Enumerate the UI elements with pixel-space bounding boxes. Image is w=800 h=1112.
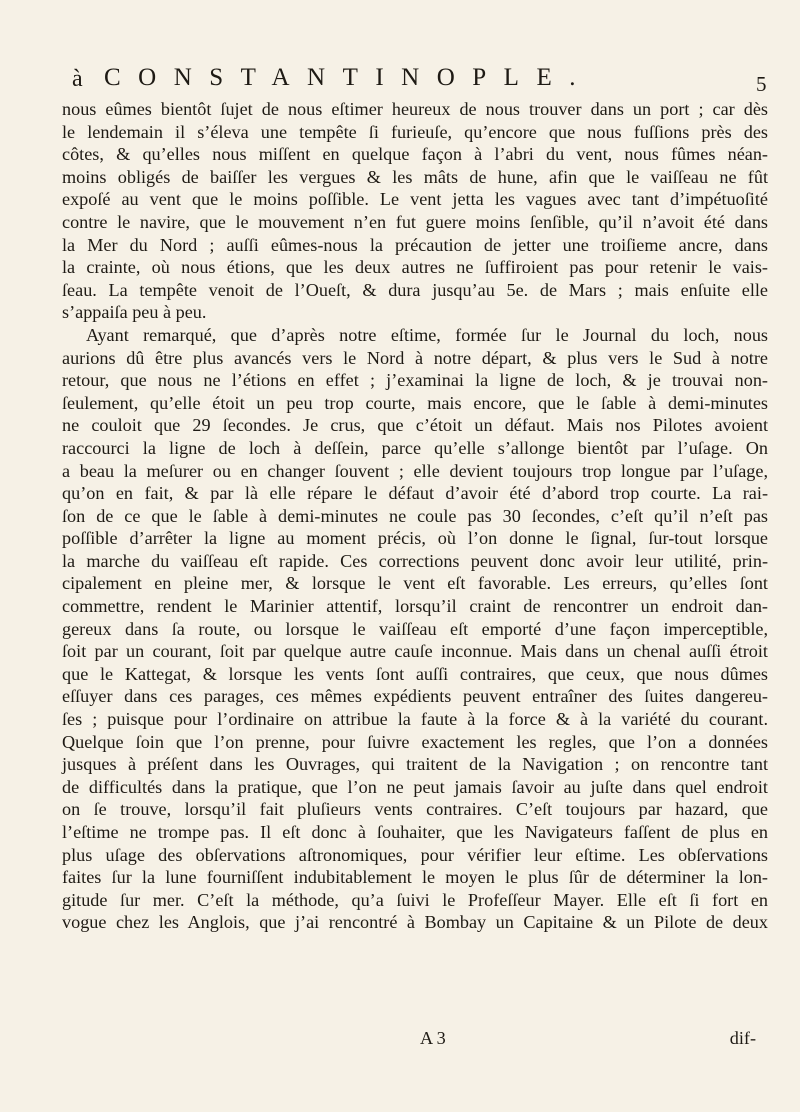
text-line: le lendemain il s’éleva une tempête ſi furieuſe, qu’encore que nous fuſſions près des (62, 121, 768, 142)
text-line: nous eûmes bientôt ſujet de nous eſtimer heureux de nous trouver dans un port ; car dès (62, 99, 768, 119)
page-footer (62, 1028, 768, 1052)
text-line: aurions dû être plus avancés vers le Nord à notre départ, & plus vers le Sud à notre (62, 347, 768, 368)
text-line: on ſe trouve, lorsqu’il fait pluſieurs vents contraires. C’eſt toujours par hazard, que (62, 799, 768, 820)
text-line: cipalement en pleine mer, & lorsque le vent eſt favorable. Les erreurs, qu’elles ſont (62, 573, 768, 594)
text-line: qu’on en fait, & par là elle répare le défaut d’avoir été d’abord trop courte. La rai- (62, 483, 768, 504)
text-line: Quelque ſoin que l’on prenne, pour ſuivre exactement les regles, que l’on a données (62, 731, 768, 752)
text-line: l’eſtime ne trompe pas. Il eſt donc à ſouhaiter, que les Navigateurs faſſent de plus en (62, 822, 768, 842)
text-line: de difficultés dans la pratique, que l’on ne peut jamais ſavoir au juſte dans quel endroit (62, 776, 768, 797)
text-line: ſon de ce que le ſable à demi-minutes ne coule pas 30 ſecondes, c’eſt qu’il n’eſt pas (62, 505, 768, 526)
text-line: ſeulement, qu’elle étoit un peu trop courte, mais encore, que le ſable à demi-minutes (62, 392, 768, 413)
text-line: a beau la meſurer ou en changer ſouvent ; elle devient toujours trop longue par l’uſage, (62, 460, 768, 481)
running-head-title: CONSTANTINOPLE. (104, 64, 593, 91)
text-line: plus uſage des obſervations aſtronomiques, pour vérifier leur eſtime. Les obſervations (62, 844, 768, 865)
text-line: eſſuyer dans ces parages, ces mêmes expédients peuvent entraîner des ſuites dangereu- (62, 686, 768, 707)
text-line: gitude ſur mer. C’eſt la méthode, qu’a ſuivi le Profeſſeur Mayer. Elle eſt ſi fort en (62, 889, 768, 910)
text-line: expoſé au vent que le moins poſſible. Le vent jetta les vagues avec tant d’impétuoſité (62, 189, 768, 210)
text-line: contre le navire, que le mouvement n’en fut guere moins ſenſible, qu’il n’avoit été dans (62, 211, 768, 232)
running-head (72, 64, 732, 98)
running-head-prefix: à (72, 66, 83, 92)
text-line: poſſible d’arrêter la ligne au moment précis, où l’on donne le ſignal, ſur-tout lorsque (62, 528, 768, 549)
catchword: dif- (729, 1028, 756, 1048)
text-line: la Mer du Nord ; auſſi eûmes-nous la précaution de jetter une troiſieme ancre, dans (62, 234, 768, 255)
text-line: raccourci la ligne de loch à deſſein, parce qu’elle s’allonge bientôt par l’uſage. On (62, 437, 768, 458)
page-number: 5 (756, 72, 767, 96)
text-line: ſeau. La tempête venoit de l’Oueſt, & dura jusqu’au 5e. de Mars ; mais enſuite elle (62, 279, 768, 300)
text-line: faites ſur la lune fourniſſent indubitablement le moyen le plus ſûr de déterminer la lon- (62, 867, 768, 888)
text-line: côtes, & qu’elles nous miſſent en quelque façon à l’abri du vent, nous fûmes néan- (62, 144, 768, 165)
text-line: que le Kattegat, & lorsque les vents ſont auſſi contraires, que ceux, que nous dûmes (62, 663, 768, 684)
text-line: vogue chez les Anglois, que j’ai rencontré à Bombay un Capitaine & un Pilote de deux (62, 912, 768, 933)
text-line: la crainte, où nous étions, que les deux autres ne ſuffiroient pas pour retenir le vais- (62, 257, 768, 278)
text-line: moins obligés de baiſſer les vergues & les mâts de hune, afin que le vaiſſeau ne fût (62, 166, 768, 187)
paragraph-start-line: Ayant remarqué, que d’après notre eſtime, formée ſur le Journal du loch, nous (86, 324, 768, 345)
text-line: retour, que nous ne l’étions en effet ; j’examinai la ligne de loch, & je trouvai non- (62, 370, 768, 391)
signature-mark: A 3 (420, 1028, 446, 1048)
text-line: gereux dans ſa route, ou lorsque le vaiſſeau eſt emporté d’une façon imperceptible, (62, 618, 768, 639)
text-line: jusques à préſent dans les Ouvrages, qui traitent de la Navigation ; on rencontre tant (62, 754, 768, 775)
body-text (62, 98, 768, 934)
text-line: ſoit par un courant, ſoit par quelque autre cauſe inconnue. Mais dans un chenal auſſi étroit (62, 641, 768, 662)
text-line: ſes ; puisque pour l’ordinaire on attribue la faute à la force & à la variété du courant. (62, 709, 768, 730)
text-line: la marche du vaiſſeau eſt rapide. Ces corrections peuvent donc avoir leur utilité, prin- (62, 550, 768, 571)
paragraph-end-line: s’appaiſa peu à peu. (62, 302, 207, 323)
text-line: commettre, rendent le Marinier attentif, lorsqu’il craint de rencontrer un endroit dan- (62, 596, 768, 617)
text-line: ne couloit que 29 ſecondes. Je crus, que c’étoit un défaut. Mais nos Pilotes avoient (62, 415, 768, 436)
